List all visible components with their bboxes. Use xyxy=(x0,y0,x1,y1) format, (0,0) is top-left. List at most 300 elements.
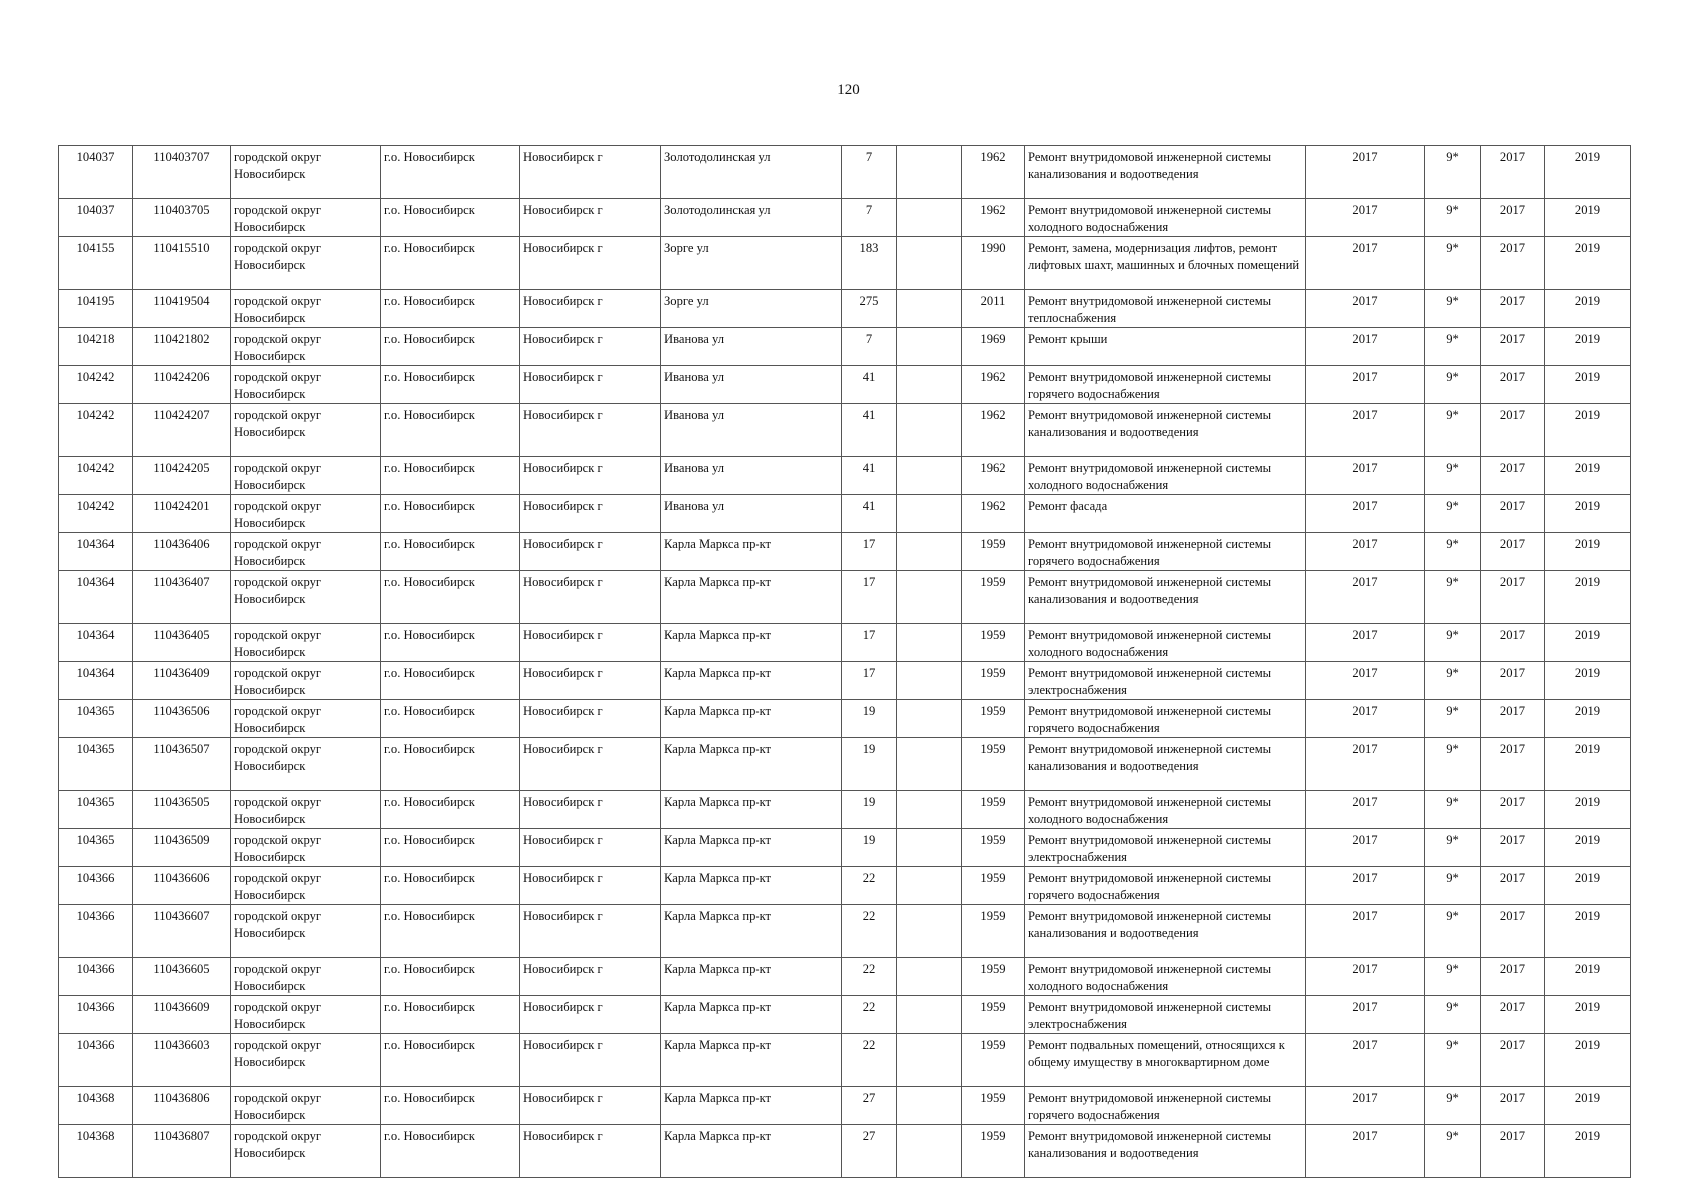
year-built-cell: 1959 xyxy=(962,571,1025,624)
start-year-cell: 2017 xyxy=(1481,905,1545,958)
object-id-cell: 104365 xyxy=(59,829,133,867)
municipality-cell: г.о. Новосибирск xyxy=(381,366,520,404)
municipality-cell: г.о. Новосибирск xyxy=(381,624,520,662)
city-cell: Новосибирск г xyxy=(520,700,661,738)
work-code-cell: 110436506 xyxy=(133,700,231,738)
start-year-cell: 2017 xyxy=(1481,146,1545,199)
street-cell: Карла Маркса пр-кт xyxy=(661,1125,842,1178)
district-cell: городской округ Новосибирск xyxy=(231,199,381,237)
empty-cell xyxy=(897,457,962,495)
table-body xyxy=(59,146,1631,1178)
plan-year-cell: 2017 xyxy=(1306,662,1425,700)
start-year-cell: 2017 xyxy=(1481,791,1545,829)
object-id-cell: 104037 xyxy=(59,199,133,237)
object-id-cell: 104365 xyxy=(59,791,133,829)
mark-cell: 9* xyxy=(1425,533,1481,571)
start-year-cell: 2017 xyxy=(1481,199,1545,237)
district-cell: городской округ Новосибирск xyxy=(231,146,381,199)
plan-year-cell: 2017 xyxy=(1306,1125,1425,1178)
work-type-cell: Ремонт внутридомовой инженерной системы горячего водоснабжения xyxy=(1025,533,1306,571)
table-row xyxy=(59,199,1631,237)
work-code-cell: 110436409 xyxy=(133,662,231,700)
table-row xyxy=(59,328,1631,366)
work-type-cell: Ремонт внутридомовой инженерной системы холодного водоснабжения xyxy=(1025,958,1306,996)
work-code-cell: 110403707 xyxy=(133,146,231,199)
mark-cell: 9* xyxy=(1425,738,1481,791)
city-cell: Новосибирск г xyxy=(520,328,661,366)
house-number-cell: 19 xyxy=(842,738,897,791)
year-built-cell: 1959 xyxy=(962,791,1025,829)
municipality-cell: г.о. Новосибирск xyxy=(381,404,520,457)
street-cell: Золотодолинская ул xyxy=(661,146,842,199)
empty-cell xyxy=(897,1125,962,1178)
work-code-cell: 110436407 xyxy=(133,571,231,624)
house-number-cell: 19 xyxy=(842,791,897,829)
city-cell: Новосибирск г xyxy=(520,495,661,533)
work-code-cell: 110436507 xyxy=(133,738,231,791)
empty-cell xyxy=(897,290,962,328)
end-year-cell: 2019 xyxy=(1545,700,1631,738)
street-cell: Карла Маркса пр-кт xyxy=(661,571,842,624)
year-built-cell: 1962 xyxy=(962,366,1025,404)
house-number-cell: 7 xyxy=(842,328,897,366)
work-type-cell: Ремонт внутридомовой инженерной системы канализования и водоотведения xyxy=(1025,571,1306,624)
mark-cell: 9* xyxy=(1425,700,1481,738)
table-row xyxy=(59,738,1631,791)
work-type-cell: Ремонт внутридомовой инженерной системы электроснабжения xyxy=(1025,996,1306,1034)
object-id-cell: 104037 xyxy=(59,146,133,199)
street-cell: Карла Маркса пр-кт xyxy=(661,905,842,958)
plan-year-cell: 2017 xyxy=(1306,366,1425,404)
end-year-cell: 2019 xyxy=(1545,829,1631,867)
work-code-cell: 110436605 xyxy=(133,958,231,996)
mark-cell: 9* xyxy=(1425,199,1481,237)
district-cell: городской округ Новосибирск xyxy=(231,290,381,328)
empty-cell xyxy=(897,571,962,624)
municipality-cell: г.о. Новосибирск xyxy=(381,1034,520,1087)
empty-cell xyxy=(897,624,962,662)
municipality-cell: г.о. Новосибирск xyxy=(381,146,520,199)
city-cell: Новосибирск г xyxy=(520,571,661,624)
street-cell: Карла Маркса пр-кт xyxy=(661,791,842,829)
start-year-cell: 2017 xyxy=(1481,1087,1545,1125)
empty-cell xyxy=(897,146,962,199)
start-year-cell: 2017 xyxy=(1481,533,1545,571)
mark-cell: 9* xyxy=(1425,905,1481,958)
start-year-cell: 2017 xyxy=(1481,495,1545,533)
year-built-cell: 1959 xyxy=(962,1125,1025,1178)
city-cell: Новосибирск г xyxy=(520,237,661,290)
plan-year-cell: 2017 xyxy=(1306,533,1425,571)
start-year-cell: 2017 xyxy=(1481,1034,1545,1087)
start-year-cell: 2017 xyxy=(1481,996,1545,1034)
year-built-cell: 1959 xyxy=(962,958,1025,996)
plan-year-cell: 2017 xyxy=(1306,1034,1425,1087)
municipality-cell: г.о. Новосибирск xyxy=(381,791,520,829)
work-type-cell: Ремонт внутридомовой инженерной системы электроснабжения xyxy=(1025,829,1306,867)
city-cell: Новосибирск г xyxy=(520,290,661,328)
mark-cell: 9* xyxy=(1425,1087,1481,1125)
street-cell: Карла Маркса пр-кт xyxy=(661,1087,842,1125)
end-year-cell: 2019 xyxy=(1545,571,1631,624)
year-built-cell: 1962 xyxy=(962,495,1025,533)
work-type-cell: Ремонт крыши xyxy=(1025,328,1306,366)
year-built-cell: 1959 xyxy=(962,996,1025,1034)
district-cell: городской округ Новосибирск xyxy=(231,404,381,457)
district-cell: городской округ Новосибирск xyxy=(231,662,381,700)
city-cell: Новосибирск г xyxy=(520,829,661,867)
municipality-cell: г.о. Новосибирск xyxy=(381,958,520,996)
municipality-cell: г.о. Новосибирск xyxy=(381,829,520,867)
mark-cell: 9* xyxy=(1425,404,1481,457)
house-number-cell: 41 xyxy=(842,495,897,533)
empty-cell xyxy=(897,738,962,791)
end-year-cell: 2019 xyxy=(1545,1087,1631,1125)
district-cell: городской округ Новосибирск xyxy=(231,1087,381,1125)
object-id-cell: 104155 xyxy=(59,237,133,290)
work-code-cell: 110436807 xyxy=(133,1125,231,1178)
house-number-cell: 27 xyxy=(842,1087,897,1125)
table-row xyxy=(59,905,1631,958)
municipality-cell: г.о. Новосибирск xyxy=(381,237,520,290)
street-cell: Иванова ул xyxy=(661,404,842,457)
house-number-cell: 7 xyxy=(842,146,897,199)
mark-cell: 9* xyxy=(1425,1034,1481,1087)
district-cell: городской округ Новосибирск xyxy=(231,996,381,1034)
work-code-cell: 110424207 xyxy=(133,404,231,457)
house-number-cell: 17 xyxy=(842,533,897,571)
year-built-cell: 1962 xyxy=(962,199,1025,237)
table-row xyxy=(59,495,1631,533)
empty-cell xyxy=(897,829,962,867)
street-cell: Иванова ул xyxy=(661,495,842,533)
mark-cell: 9* xyxy=(1425,366,1481,404)
district-cell: городской округ Новосибирск xyxy=(231,366,381,404)
work-type-cell: Ремонт внутридомовой инженерной системы холодного водоснабжения xyxy=(1025,791,1306,829)
house-number-cell: 17 xyxy=(842,571,897,624)
city-cell: Новосибирск г xyxy=(520,366,661,404)
city-cell: Новосибирск г xyxy=(520,996,661,1034)
work-code-cell: 110436406 xyxy=(133,533,231,571)
table-row xyxy=(59,662,1631,700)
table-row xyxy=(59,958,1631,996)
city-cell: Новосибирск г xyxy=(520,662,661,700)
object-id-cell: 104242 xyxy=(59,404,133,457)
house-number-cell: 17 xyxy=(842,662,897,700)
object-id-cell: 104366 xyxy=(59,905,133,958)
mark-cell: 9* xyxy=(1425,1125,1481,1178)
work-type-cell: Ремонт внутридомовой инженерной системы горячего водоснабжения xyxy=(1025,700,1306,738)
district-cell: городской округ Новосибирск xyxy=(231,624,381,662)
plan-year-cell: 2017 xyxy=(1306,829,1425,867)
street-cell: Карла Маркса пр-кт xyxy=(661,1034,842,1087)
work-type-cell: Ремонт внутридомовой инженерной системы холодного водоснабжения xyxy=(1025,457,1306,495)
year-built-cell: 1959 xyxy=(962,1087,1025,1125)
year-built-cell: 1990 xyxy=(962,237,1025,290)
work-code-cell: 110415510 xyxy=(133,237,231,290)
end-year-cell: 2019 xyxy=(1545,958,1631,996)
end-year-cell: 2019 xyxy=(1545,1034,1631,1087)
start-year-cell: 2017 xyxy=(1481,1125,1545,1178)
mark-cell: 9* xyxy=(1425,624,1481,662)
object-id-cell: 104366 xyxy=(59,958,133,996)
year-built-cell: 1962 xyxy=(962,404,1025,457)
plan-year-cell: 2017 xyxy=(1306,404,1425,457)
empty-cell xyxy=(897,199,962,237)
mark-cell: 9* xyxy=(1425,328,1481,366)
empty-cell xyxy=(897,662,962,700)
object-id-cell: 104242 xyxy=(59,495,133,533)
plan-year-cell: 2017 xyxy=(1306,1087,1425,1125)
work-code-cell: 110419504 xyxy=(133,290,231,328)
district-cell: городской округ Новосибирск xyxy=(231,328,381,366)
year-built-cell: 1959 xyxy=(962,738,1025,791)
mark-cell: 9* xyxy=(1425,290,1481,328)
street-cell: Карла Маркса пр-кт xyxy=(661,738,842,791)
object-id-cell: 104365 xyxy=(59,738,133,791)
year-built-cell: 1959 xyxy=(962,905,1025,958)
house-number-cell: 22 xyxy=(842,867,897,905)
work-code-cell: 110436609 xyxy=(133,996,231,1034)
house-number-cell: 41 xyxy=(842,366,897,404)
repair-register-table xyxy=(58,145,1631,1178)
object-id-cell: 104366 xyxy=(59,1034,133,1087)
empty-cell xyxy=(897,237,962,290)
work-code-cell: 110424201 xyxy=(133,495,231,533)
table-row xyxy=(59,1125,1631,1178)
mark-cell: 9* xyxy=(1425,237,1481,290)
year-built-cell: 1959 xyxy=(962,624,1025,662)
mark-cell: 9* xyxy=(1425,662,1481,700)
work-type-cell: Ремонт внутридомовой инженерной системы канализования и водоотведения xyxy=(1025,1125,1306,1178)
street-cell: Зорге ул xyxy=(661,290,842,328)
page-number: 120 xyxy=(837,82,860,98)
empty-cell xyxy=(897,996,962,1034)
end-year-cell: 2019 xyxy=(1545,290,1631,328)
work-type-cell: Ремонт внутридомовой инженерной системы холодного водоснабжения xyxy=(1025,199,1306,237)
end-year-cell: 2019 xyxy=(1545,366,1631,404)
district-cell: городской округ Новосибирск xyxy=(231,958,381,996)
plan-year-cell: 2017 xyxy=(1306,457,1425,495)
end-year-cell: 2019 xyxy=(1545,996,1631,1034)
start-year-cell: 2017 xyxy=(1481,571,1545,624)
object-id-cell: 104242 xyxy=(59,366,133,404)
start-year-cell: 2017 xyxy=(1481,290,1545,328)
year-built-cell: 1962 xyxy=(962,146,1025,199)
work-code-cell: 110424205 xyxy=(133,457,231,495)
plan-year-cell: 2017 xyxy=(1306,905,1425,958)
municipality-cell: г.о. Новосибирск xyxy=(381,662,520,700)
start-year-cell: 2017 xyxy=(1481,328,1545,366)
table-row xyxy=(59,791,1631,829)
work-type-cell: Ремонт внутридомовой инженерной системы холодного водоснабжения xyxy=(1025,624,1306,662)
work-code-cell: 110436505 xyxy=(133,791,231,829)
work-type-cell: Ремонт, замена, модернизация лифтов, ремонт лифтовых шахт, машинных и блочных помещений xyxy=(1025,237,1306,290)
year-built-cell: 2011 xyxy=(962,290,1025,328)
house-number-cell: 22 xyxy=(842,958,897,996)
plan-year-cell: 2017 xyxy=(1306,328,1425,366)
district-cell: городской округ Новосибирск xyxy=(231,1125,381,1178)
start-year-cell: 2017 xyxy=(1481,829,1545,867)
mark-cell: 9* xyxy=(1425,495,1481,533)
object-id-cell: 104364 xyxy=(59,571,133,624)
empty-cell xyxy=(897,1087,962,1125)
work-type-cell: Ремонт внутридомовой инженерной системы теплоснабжения xyxy=(1025,290,1306,328)
work-code-cell: 110436405 xyxy=(133,624,231,662)
house-number-cell: 41 xyxy=(842,404,897,457)
mark-cell: 9* xyxy=(1425,996,1481,1034)
house-number-cell: 275 xyxy=(842,290,897,328)
plan-year-cell: 2017 xyxy=(1306,624,1425,662)
city-cell: Новосибирск г xyxy=(520,791,661,829)
end-year-cell: 2019 xyxy=(1545,867,1631,905)
city-cell: Новосибирск г xyxy=(520,146,661,199)
plan-year-cell: 2017 xyxy=(1306,958,1425,996)
district-cell: городской округ Новосибирск xyxy=(231,738,381,791)
table-row xyxy=(59,146,1631,199)
work-type-cell: Ремонт внутридомовой инженерной системы электроснабжения xyxy=(1025,662,1306,700)
object-id-cell: 104368 xyxy=(59,1087,133,1125)
empty-cell xyxy=(897,958,962,996)
city-cell: Новосибирск г xyxy=(520,905,661,958)
municipality-cell: г.о. Новосибирск xyxy=(381,199,520,237)
work-type-cell: Ремонт внутридомовой инженерной системы горячего водоснабжения xyxy=(1025,867,1306,905)
district-cell: городской округ Новосибирск xyxy=(231,905,381,958)
house-number-cell: 22 xyxy=(842,905,897,958)
mark-cell: 9* xyxy=(1425,867,1481,905)
end-year-cell: 2019 xyxy=(1545,237,1631,290)
start-year-cell: 2017 xyxy=(1481,700,1545,738)
empty-cell xyxy=(897,404,962,457)
plan-year-cell: 2017 xyxy=(1306,738,1425,791)
end-year-cell: 2019 xyxy=(1545,199,1631,237)
work-code-cell: 110436806 xyxy=(133,1087,231,1125)
house-number-cell: 183 xyxy=(842,237,897,290)
empty-cell xyxy=(897,533,962,571)
mark-cell: 9* xyxy=(1425,829,1481,867)
table-row xyxy=(59,237,1631,290)
municipality-cell: г.о. Новосибирск xyxy=(381,495,520,533)
start-year-cell: 2017 xyxy=(1481,662,1545,700)
city-cell: Новосибирск г xyxy=(520,738,661,791)
empty-cell xyxy=(897,1034,962,1087)
end-year-cell: 2019 xyxy=(1545,404,1631,457)
object-id-cell: 104242 xyxy=(59,457,133,495)
municipality-cell: г.о. Новосибирск xyxy=(381,905,520,958)
year-built-cell: 1959 xyxy=(962,1034,1025,1087)
house-number-cell: 22 xyxy=(842,996,897,1034)
street-cell: Карла Маркса пр-кт xyxy=(661,958,842,996)
table-row xyxy=(59,571,1631,624)
end-year-cell: 2019 xyxy=(1545,533,1631,571)
object-id-cell: 104364 xyxy=(59,662,133,700)
plan-year-cell: 2017 xyxy=(1306,791,1425,829)
district-cell: городской округ Новосибирск xyxy=(231,700,381,738)
end-year-cell: 2019 xyxy=(1545,791,1631,829)
plan-year-cell: 2017 xyxy=(1306,571,1425,624)
empty-cell xyxy=(897,495,962,533)
house-number-cell: 27 xyxy=(842,1125,897,1178)
house-number-cell: 17 xyxy=(842,624,897,662)
object-id-cell: 104366 xyxy=(59,996,133,1034)
start-year-cell: 2017 xyxy=(1481,867,1545,905)
empty-cell xyxy=(897,791,962,829)
plan-year-cell: 2017 xyxy=(1306,867,1425,905)
city-cell: Новосибирск г xyxy=(520,1087,661,1125)
house-number-cell: 7 xyxy=(842,199,897,237)
empty-cell xyxy=(897,867,962,905)
house-number-cell: 19 xyxy=(842,829,897,867)
empty-cell xyxy=(897,328,962,366)
municipality-cell: г.о. Новосибирск xyxy=(381,1125,520,1178)
district-cell: городской округ Новосибирск xyxy=(231,1034,381,1087)
mark-cell: 9* xyxy=(1425,791,1481,829)
mark-cell: 9* xyxy=(1425,571,1481,624)
plan-year-cell: 2017 xyxy=(1306,237,1425,290)
plan-year-cell: 2017 xyxy=(1306,199,1425,237)
municipality-cell: г.о. Новосибирск xyxy=(381,457,520,495)
city-cell: Новосибирск г xyxy=(520,1125,661,1178)
house-number-cell: 22 xyxy=(842,1034,897,1087)
street-cell: Иванова ул xyxy=(661,328,842,366)
municipality-cell: г.о. Новосибирск xyxy=(381,867,520,905)
object-id-cell: 104366 xyxy=(59,867,133,905)
table-row xyxy=(59,457,1631,495)
table-row xyxy=(59,366,1631,404)
table-row xyxy=(59,996,1631,1034)
end-year-cell: 2019 xyxy=(1545,328,1631,366)
start-year-cell: 2017 xyxy=(1481,457,1545,495)
city-cell: Новосибирск г xyxy=(520,958,661,996)
year-built-cell: 1959 xyxy=(962,829,1025,867)
city-cell: Новосибирск г xyxy=(520,199,661,237)
work-type-cell: Ремонт внутридомовой инженерной системы канализования и водоотведения xyxy=(1025,146,1306,199)
table-row xyxy=(59,624,1631,662)
empty-cell xyxy=(897,905,962,958)
municipality-cell: г.о. Новосибирск xyxy=(381,328,520,366)
work-code-cell: 110421802 xyxy=(133,328,231,366)
street-cell: Карла Маркса пр-кт xyxy=(661,700,842,738)
city-cell: Новосибирск г xyxy=(520,1034,661,1087)
year-built-cell: 1959 xyxy=(962,867,1025,905)
plan-year-cell: 2017 xyxy=(1306,700,1425,738)
end-year-cell: 2019 xyxy=(1545,738,1631,791)
object-id-cell: 104365 xyxy=(59,700,133,738)
mark-cell: 9* xyxy=(1425,146,1481,199)
table-row xyxy=(59,290,1631,328)
work-type-cell: Ремонт подвальных помещений, относящихся к общему имуществу в многоквартирном доме xyxy=(1025,1034,1306,1087)
house-number-cell: 19 xyxy=(842,700,897,738)
end-year-cell: 2019 xyxy=(1545,1125,1631,1178)
street-cell: Карла Маркса пр-кт xyxy=(661,624,842,662)
table-row xyxy=(59,1087,1631,1125)
municipality-cell: г.о. Новосибирск xyxy=(381,1087,520,1125)
work-type-cell: Ремонт внутридомовой инженерной системы горячего водоснабжения xyxy=(1025,1087,1306,1125)
empty-cell xyxy=(897,366,962,404)
work-type-cell: Ремонт внутридомовой инженерной системы канализования и водоотведения xyxy=(1025,905,1306,958)
start-year-cell: 2017 xyxy=(1481,738,1545,791)
work-code-cell: 110436509 xyxy=(133,829,231,867)
work-code-cell: 110436607 xyxy=(133,905,231,958)
start-year-cell: 2017 xyxy=(1481,958,1545,996)
work-type-cell: Ремонт внутридомовой инженерной системы канализования и водоотведения xyxy=(1025,738,1306,791)
object-id-cell: 104364 xyxy=(59,624,133,662)
plan-year-cell: 2017 xyxy=(1306,495,1425,533)
start-year-cell: 2017 xyxy=(1481,404,1545,457)
table-row xyxy=(59,404,1631,457)
year-built-cell: 1959 xyxy=(962,662,1025,700)
district-cell: городской округ Новосибирск xyxy=(231,237,381,290)
